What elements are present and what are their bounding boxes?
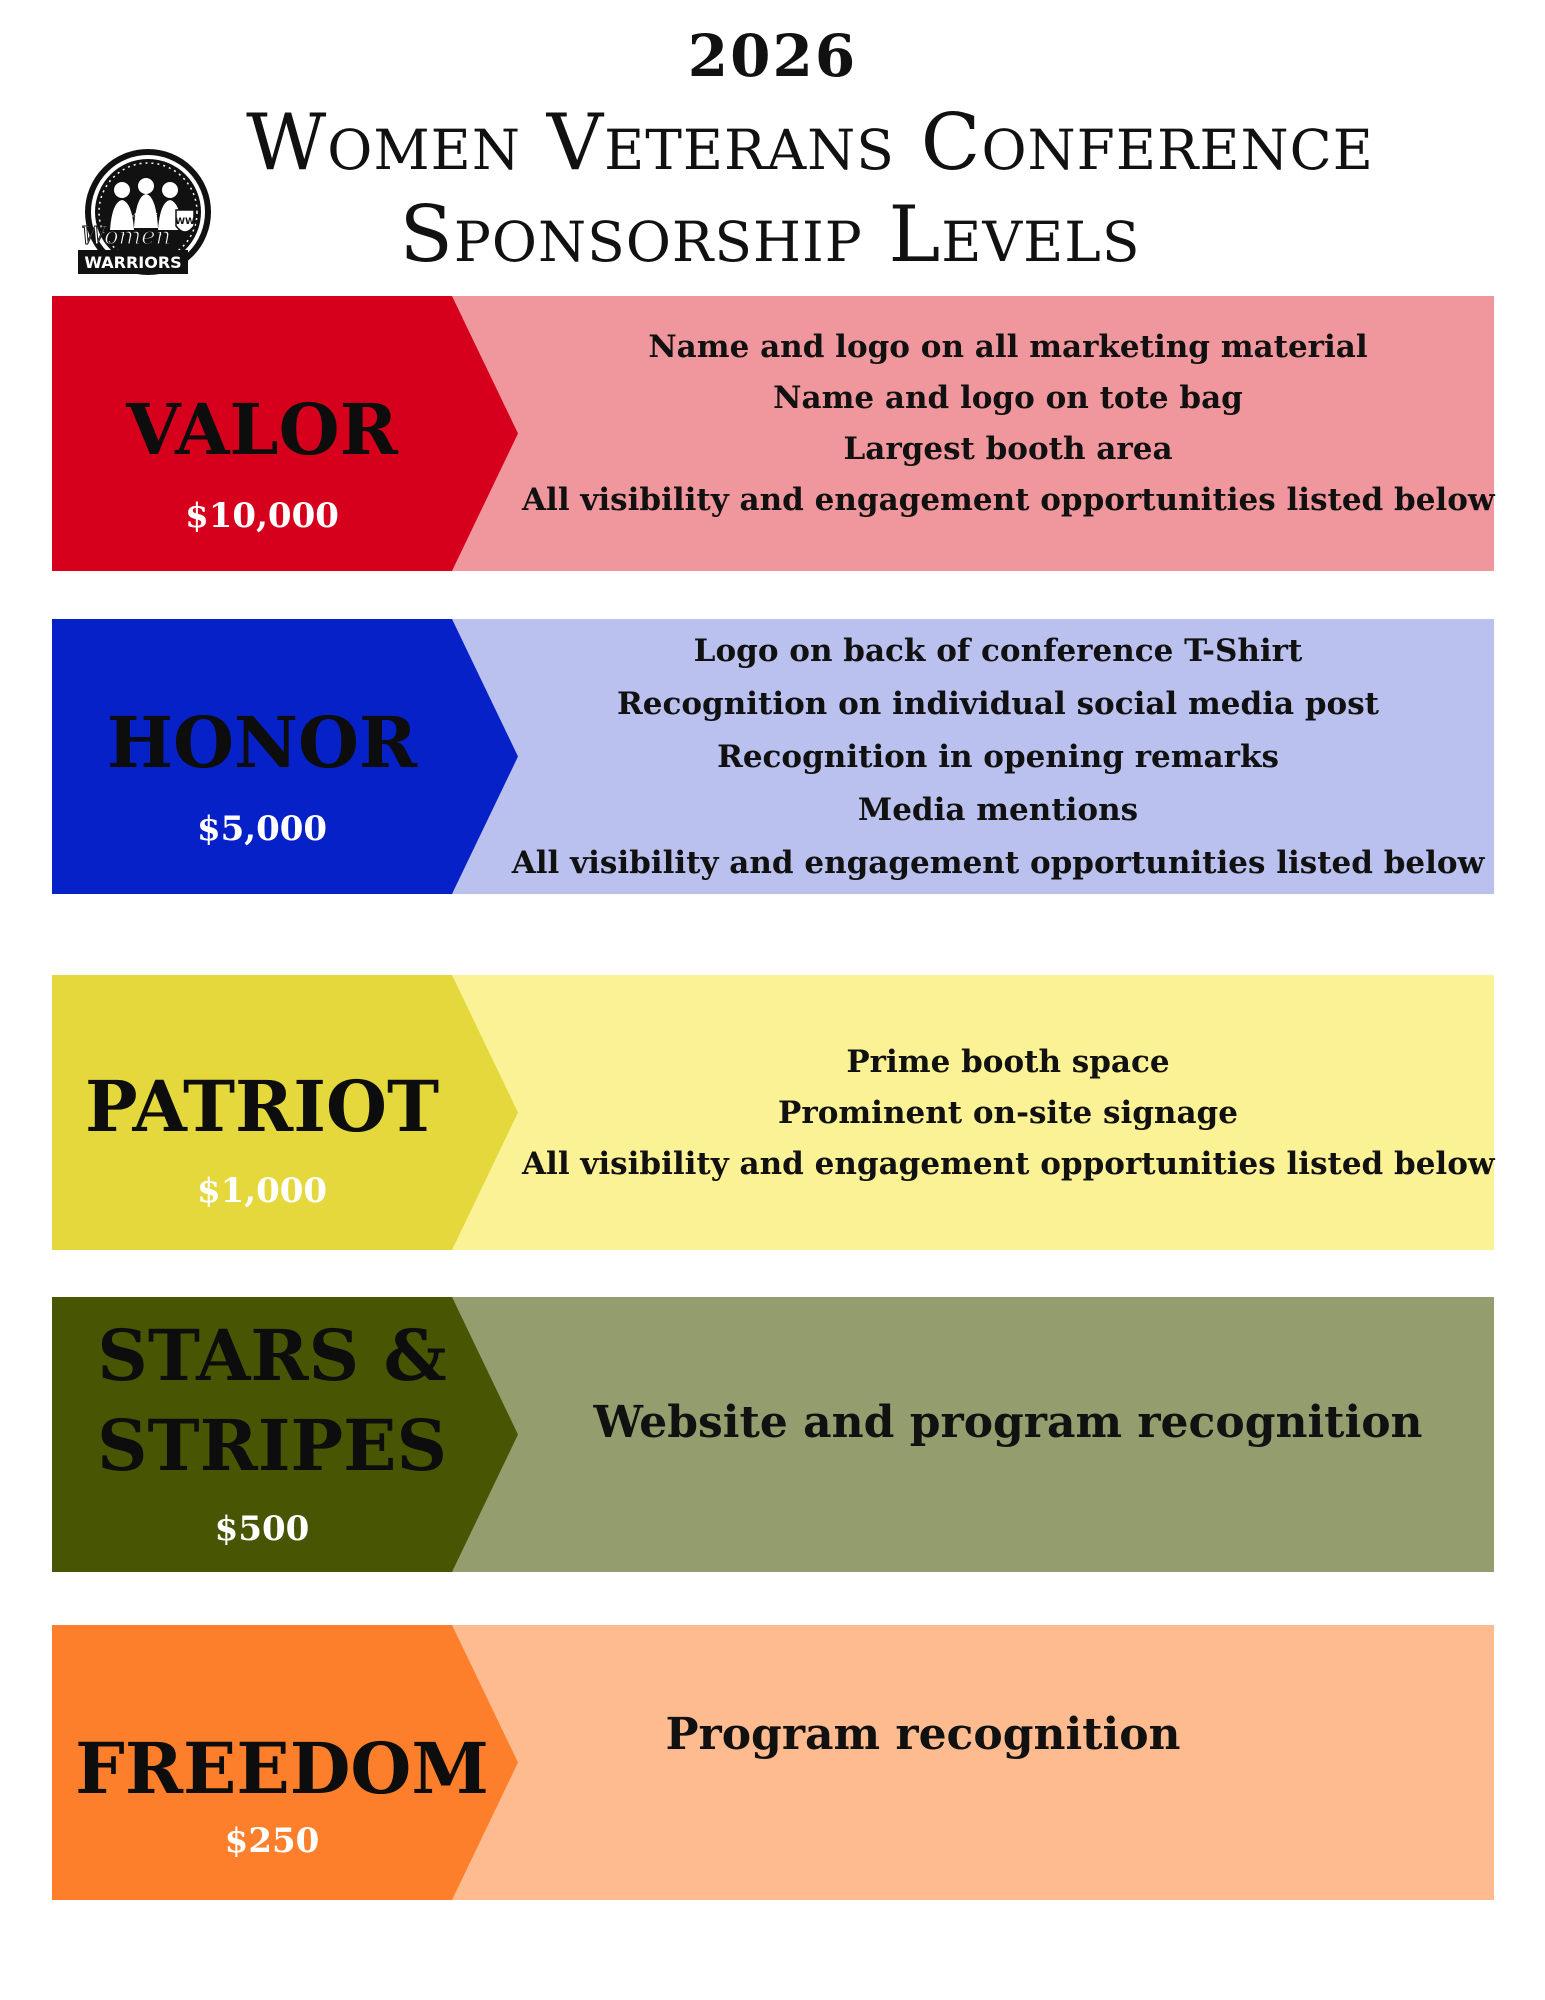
benefit-item: Logo on back of conference T-Shirt (693, 633, 1303, 669)
tier-patriot (52, 975, 1494, 1250)
tier-name (62, 1311, 482, 1491)
event-year: 2026 (687, 22, 858, 90)
tier-name: HONOR (106, 701, 418, 784)
benefit-item: Media mentions (857, 792, 1139, 828)
tier-name: PATRIOT (84, 1065, 440, 1148)
tier-honor (52, 619, 1494, 894)
tier-price: $1,000 (196, 1171, 328, 1211)
benefit-item: All visibility and engagement opportunities listed below (522, 482, 1495, 518)
tier-price: $500 (214, 1509, 310, 1549)
benefit-item: Name and logo on all marketing material (648, 329, 1368, 365)
tier-name-line-2: STRIPES (96, 1404, 448, 1487)
tier-name: VALOR (126, 388, 398, 471)
benefit-item: Name and logo on tote bag (773, 380, 1243, 416)
benefit-item: Largest booth area (843, 431, 1173, 467)
logo-script-text: Women (81, 222, 171, 250)
tier-valor (52, 296, 1494, 571)
benefit-item: Prominent on-site signage (778, 1095, 1238, 1131)
tier-price: $10,000 (185, 496, 339, 536)
logo-shield-text: WW (175, 217, 195, 227)
benefit-item: Recognition on individual social media post (617, 686, 1379, 722)
benefit-item: Website and program recognition (593, 1397, 1423, 1448)
tier-price: $5,000 (196, 809, 328, 849)
tier-benefits (502, 625, 1494, 890)
tier-benefits (522, 1397, 1494, 1448)
tier-price: $250 (224, 1821, 320, 1861)
benefit-item: Prime booth space (846, 1044, 1170, 1080)
tier-freedom (52, 1625, 1494, 1900)
logo-banner-text: WARRIORS (84, 253, 182, 272)
page-title-line-2: Sponsorship Levels (399, 190, 1141, 280)
logo-top-text: TRI-STATE (118, 212, 158, 220)
header (0, 0, 1545, 290)
benefit-item: All visibility and engagement opportunities listed below (522, 1146, 1495, 1182)
tier-benefits (522, 1037, 1494, 1190)
tier-benefits (522, 322, 1494, 526)
tier-stars-and-stripes (52, 1297, 1494, 1572)
benefit-item: Recognition in opening remarks (717, 739, 1279, 775)
tier-benefits (452, 1709, 1394, 1760)
benefit-item: Program recognition (665, 1709, 1181, 1760)
women-warriors-logo-icon (60, 146, 220, 286)
benefit-item: All visibility and engagement opportunities listed below (511, 845, 1485, 881)
tier-name-line-1: STARS & (97, 1314, 447, 1397)
tier-name: FREEDOM (75, 1727, 489, 1810)
page-title-line-1: Women Veterans Conference (246, 98, 1374, 188)
